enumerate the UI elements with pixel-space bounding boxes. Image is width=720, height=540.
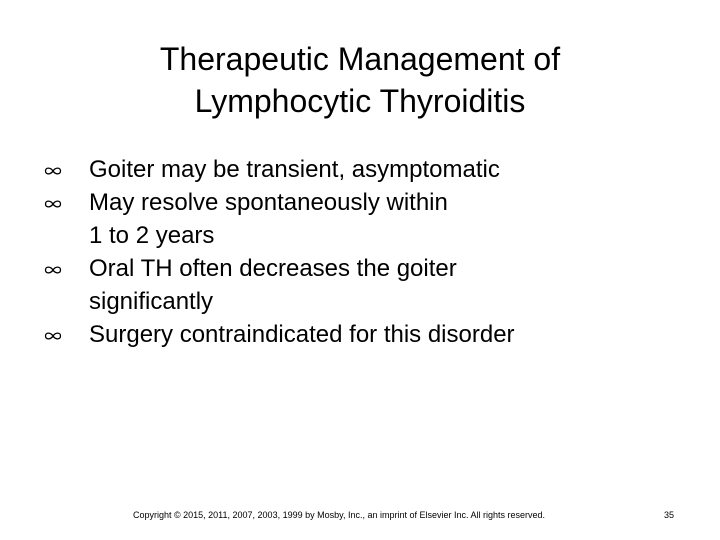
infinity-bullet-icon (42, 153, 66, 186)
copyright-notice: Copyright © 2015, 2011, 2007, 2003, 1999 by Mosby, Inc., an imprint of Elsevier Inc. All rights reserved. (133, 510, 546, 520)
bullet-text: Goiter may be transient, asymptomatic (89, 156, 500, 183)
bullet-text: May resolve spontaneously within (89, 189, 448, 216)
slide-title (60, 38, 660, 122)
bullet-item (70, 153, 630, 186)
bullet-text: Oral TH often decreases the goiter (89, 255, 457, 282)
bullet-item (70, 318, 630, 351)
bullet-list (70, 153, 630, 351)
bullet-text: 1 to 2 years (89, 222, 215, 249)
slide-title-line: Therapeutic Management of (159, 41, 561, 77)
bullet-item (70, 186, 630, 252)
page-number: 35 (664, 510, 675, 520)
bullet-text: significantly (89, 288, 214, 315)
infinity-bullet-icon (42, 252, 66, 285)
bullet-item (70, 252, 630, 318)
slide-title-line: Lymphocytic Thyroiditis (194, 83, 526, 119)
infinity-bullet-icon (42, 318, 66, 351)
infinity-bullet-icon (42, 186, 66, 219)
bullet-text: Surgery contraindicated for this disorder (89, 321, 515, 348)
